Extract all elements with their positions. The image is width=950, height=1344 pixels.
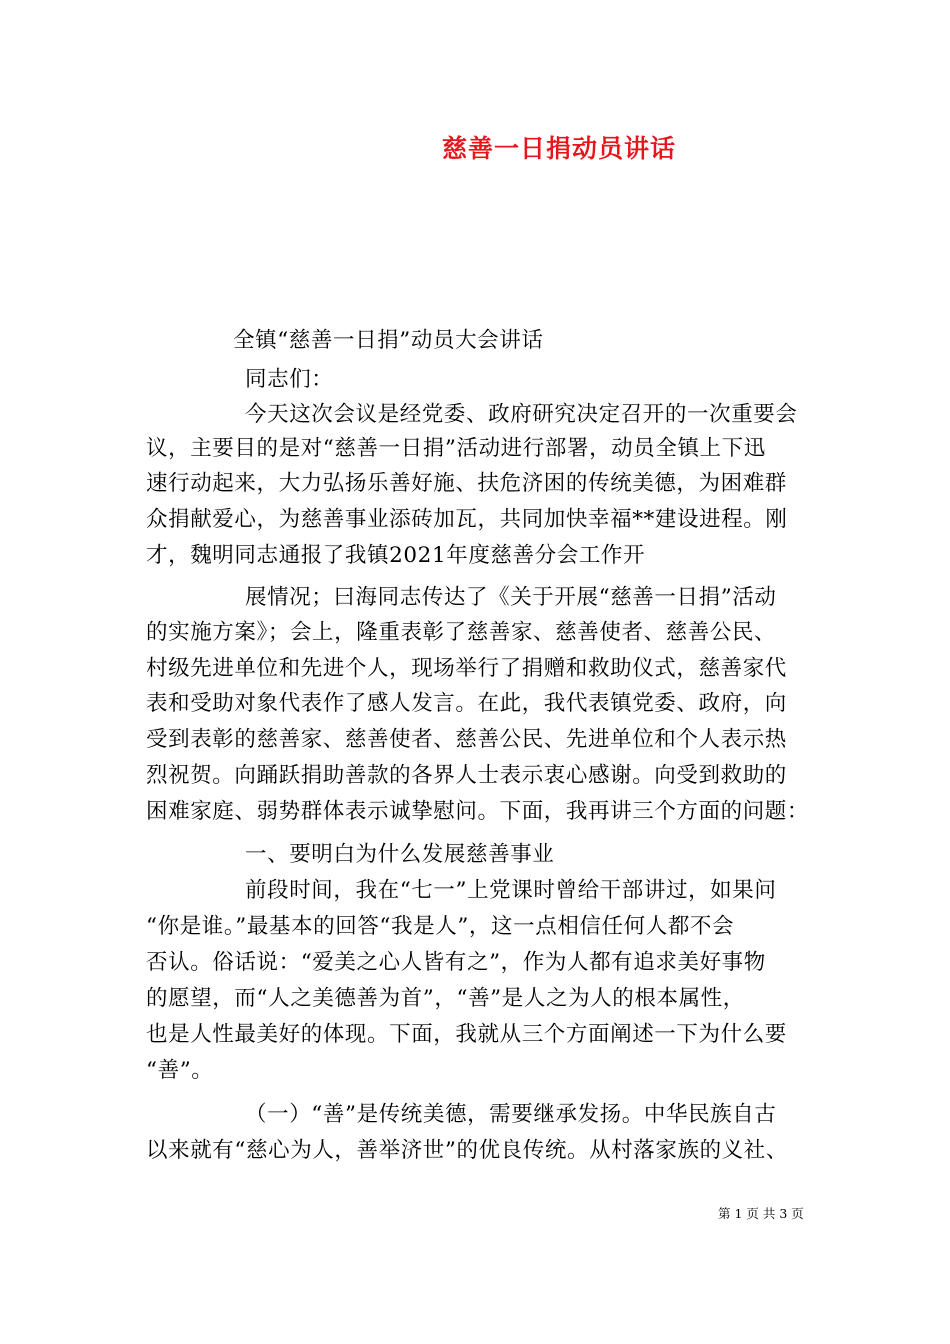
paragraph-line: 烈祝贺。向踊跃捐助善款的各界人士表示衷心感谢。向受到救助的 [146,763,787,788]
subsection-line: （一）“善”是传统美德，需要继承发扬。中华民族自古 [245,1102,777,1127]
paragraph-line: 前段时间，我在“七一”上党课时曾给干部讲过，如果问 [245,878,777,903]
paragraph-line: “善”。 [146,1058,214,1083]
paragraph-line: 速行动起来，大力弘扬乐善好施、扶危济困的传统美德，为困难群 [146,471,787,496]
paragraph-line: 村级先进单位和先进个人，现场举行了捐赠和救助仪式，慈善家代 [146,656,787,681]
paragraph-line: 否认。俗话说：“爱美之心人皆有之”，作为人都有追求美好事物 [146,950,766,975]
paragraph-line: 议，主要目的是对“慈善一日捐”活动进行部署，动员全镇上下迅 [146,436,766,461]
paragraph-line: 展情况；曰海同志传达了《关于开展“慈善一日捐”活动 [245,585,777,610]
paragraph-line: 的实施方案》；会上，隆重表彰了慈善家、慈善使者、慈善公民、 [146,620,777,645]
salutation: 同志们： [245,367,334,392]
document-title: 慈善一日捐动员讲话 [441,134,676,163]
paragraph-line: 困难家庭、弱势群体表示诚挚慰问。下面，我再讲三个方面的问题： [146,799,810,824]
paragraph-line: “你是谁。”最基本的回答“我是人”，这一点相信任何人都不会 [146,914,735,939]
page-indicator: 第 1 页 共 3 页 [718,1206,804,1221]
paragraph-line: 众捐献爱心，为慈善事业添砖加瓦，共同加快幸福**建设进程。刚 [146,507,788,532]
paragraph-line: 表和受助对象代表作了感人发言。在此，我代表镇党委、政府，向 [146,691,787,716]
paragraph-line: 才，魏明同志通报了我镇2021年度慈善分会工作开 [146,543,646,568]
paragraph-line: 也是人性最美好的体现。下面，我就从三个方面阐述一下为什么要 [146,1022,787,1047]
speech-heading: 全镇“慈善一日捐”动员大会讲话 [233,328,544,353]
section-heading: 一、要明白为什么发展慈善事业 [245,842,555,867]
paragraph-line: 以来就有“慈心为人，善举济世”的优良传统。从村落家族的义社、 [146,1138,788,1163]
paragraph-line: 的愿望，而“人之美德善为首”，“善”是人之为人的根本属性， [146,986,745,1011]
paragraph-line: 今天这次会议是经党委、政府研究决定召开的一次重要会 [245,402,798,427]
paragraph-line: 受到表彰的慈善家、慈善使者、慈善公民、先进单位和个人表示热 [146,727,787,752]
